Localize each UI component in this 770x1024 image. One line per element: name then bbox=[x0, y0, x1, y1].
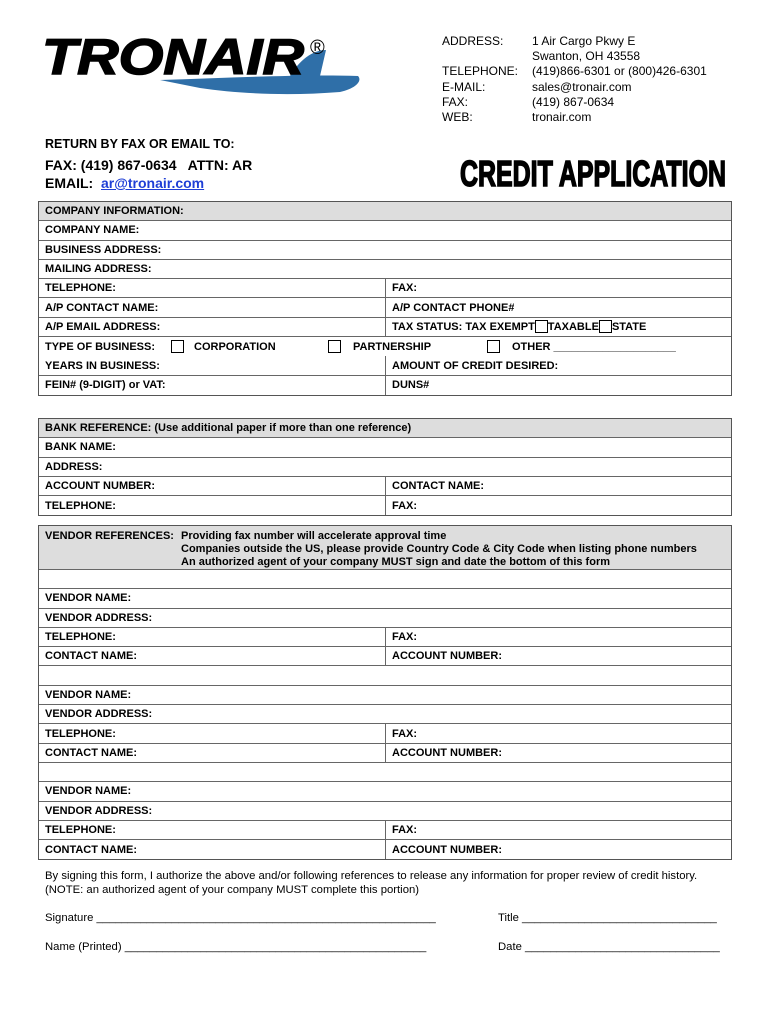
ap-contact-field[interactable]: A/P CONTACT NAME: bbox=[39, 298, 386, 316]
return-email-link[interactable]: ar@tronair.com bbox=[101, 175, 205, 191]
vendor-fax-field[interactable]: FAX: bbox=[392, 727, 418, 740]
contact-value: sales@tronair.com bbox=[532, 79, 632, 94]
vendor-header-label: VENDOR REFERENCES: bbox=[45, 530, 174, 542]
company-information-section bbox=[38, 201, 732, 396]
vendor-telephone-field[interactable]: TELEPHONE: bbox=[39, 628, 386, 646]
vendor-note: Companies outside the US, please provide Country Code & City Code when listing phone numbers bbox=[181, 543, 697, 555]
tax-exempt-checkbox[interactable] bbox=[535, 320, 548, 333]
contact-value: 1 Air Cargo Pkwy E bbox=[532, 34, 636, 48]
telephone-field[interactable]: TELEPHONE: bbox=[39, 279, 386, 297]
vendor-note: Providing fax number will accelerate approval time bbox=[181, 530, 447, 542]
authorization-text: By signing this form, I authorize the above and/or following references to release any information for proper review of credit history. bbox=[45, 870, 698, 882]
vendor-contact-field[interactable]: CONTACT NAME: bbox=[39, 647, 386, 665]
credit-amount-field[interactable]: AMOUNT OF CREDIT DESIRED: bbox=[392, 359, 559, 372]
ap-phone-field[interactable]: A/P CONTACT PHONE# bbox=[392, 301, 515, 314]
taxable-checkbox[interactable] bbox=[599, 320, 612, 333]
contact-label bbox=[442, 49, 532, 64]
contact-value: (419)866-6301 or (800)426-6301 bbox=[532, 64, 707, 79]
vendor-address-field[interactable]: VENDOR ADDRESS: bbox=[45, 804, 153, 817]
contact-value: Swanton, OH 43558 bbox=[532, 49, 641, 64]
return-email-label: EMAIL: bbox=[45, 175, 94, 191]
bank-account-field[interactable]: ACCOUNT NUMBER: bbox=[39, 477, 386, 495]
spacer-row bbox=[39, 570, 731, 588]
return-heading: RETURN BY FAX OR EMAIL TO: bbox=[45, 137, 235, 151]
vendor-telephone-field[interactable]: TELEPHONE: bbox=[39, 821, 386, 839]
vendor-references-section bbox=[38, 525, 732, 860]
bank-name-field[interactable]: BANK NAME: bbox=[45, 441, 116, 454]
return-fax: FAX: (419) 867-0634 ATTN: AR bbox=[45, 157, 253, 173]
taxable-label: TAXABLE bbox=[547, 320, 599, 333]
bank-contact-field[interactable]: CONTACT NAME: bbox=[392, 480, 485, 493]
vendor-account-field[interactable]: ACCOUNT NUMBER: bbox=[392, 650, 502, 663]
vendor-account-field[interactable]: ACCOUNT NUMBER: bbox=[392, 843, 502, 856]
ap-email-field[interactable]: A/P EMAIL ADDRESS: bbox=[39, 318, 386, 336]
signature-line[interactable]: Signature ______________________________________________________ bbox=[45, 912, 436, 924]
return-email bbox=[45, 175, 204, 191]
tax-status-field bbox=[386, 318, 646, 336]
contact-label: ADDRESS: bbox=[442, 34, 504, 48]
vendor-fax-field[interactable]: FAX: bbox=[392, 824, 418, 836]
type-of-business-label: TYPE OF BUSINESS: bbox=[45, 340, 156, 353]
corporation-label: CORPORATION bbox=[194, 340, 276, 353]
duns-field[interactable]: DUNS# bbox=[392, 379, 430, 392]
vendor-contact-field[interactable]: CONTACT NAME: bbox=[39, 744, 386, 762]
other-label: OTHER ____________________ bbox=[512, 340, 676, 353]
contact-label: TELEPHONE: bbox=[442, 64, 519, 79]
fax-field[interactable]: FAX: bbox=[392, 282, 418, 295]
partnership-label: PARTNERSHIP bbox=[353, 340, 432, 353]
contact-label: WEB: bbox=[442, 110, 473, 125]
section-header: BANK REFERENCE: (Use additional paper if more than one reference) bbox=[45, 422, 412, 435]
state-label: STATE bbox=[611, 320, 647, 333]
vendor-account-field[interactable]: ACCOUNT NUMBER: bbox=[392, 746, 502, 759]
contact-label: E-MAIL: bbox=[442, 79, 486, 94]
date-line[interactable]: Date _______________________________ bbox=[498, 941, 720, 953]
years-in-business-field[interactable]: YEARS IN BUSINESS: bbox=[39, 356, 386, 374]
type-of-business-field bbox=[39, 337, 731, 356]
company-name-field[interactable]: COMPANY NAME: bbox=[45, 224, 140, 237]
other-checkbox[interactable] bbox=[487, 340, 500, 353]
title-line[interactable]: Title _______________________________ bbox=[498, 912, 717, 924]
fein-field[interactable]: FEIN# (9-DIGIT) or VAT: bbox=[39, 376, 386, 395]
vendor-telephone-field[interactable]: TELEPHONE: bbox=[39, 724, 386, 742]
contact-value: (419) 867-0634 bbox=[532, 94, 615, 109]
contact-value: tronair.com bbox=[532, 110, 592, 125]
tronair-logo bbox=[40, 28, 370, 100]
contact-label: FAX: bbox=[442, 94, 469, 109]
vendor-address-field[interactable]: VENDOR ADDRESS: bbox=[45, 611, 153, 624]
spacer-row bbox=[39, 666, 731, 684]
section-header: COMPANY INFORMATION: bbox=[45, 205, 184, 218]
tax-status-label: TAX STATUS: TAX EXEMPT bbox=[392, 320, 535, 333]
registered-mark: ® bbox=[310, 37, 325, 59]
mailing-address-field[interactable]: MAILING ADDRESS: bbox=[45, 263, 152, 276]
corporation-checkbox[interactable] bbox=[171, 340, 184, 353]
logo-text: TRONAIR bbox=[42, 29, 304, 85]
printed-name-line[interactable]: Name (Printed) ________________________________________________ bbox=[45, 941, 427, 953]
bank-reference-section bbox=[38, 418, 732, 516]
vendor-name-field[interactable]: VENDOR NAME: bbox=[45, 785, 132, 798]
vendor-contact-field[interactable]: CONTACT NAME: bbox=[39, 840, 386, 859]
bank-telephone-field[interactable]: TELEPHONE: bbox=[39, 496, 386, 515]
spacer-row bbox=[39, 763, 731, 781]
vendor-name-field[interactable]: VENDOR NAME: bbox=[45, 592, 132, 605]
authorization-note: (NOTE: an authorized agent of your company MUST complete this portion) bbox=[45, 884, 420, 896]
business-address-field[interactable]: BUSINESS ADDRESS: bbox=[45, 243, 162, 256]
vendor-header bbox=[39, 526, 731, 570]
vendor-fax-field[interactable]: FAX: bbox=[392, 631, 418, 644]
vendor-address-field[interactable]: VENDOR ADDRESS: bbox=[45, 708, 153, 721]
form-title bbox=[458, 148, 730, 194]
vendor-note: An authorized agent of your company MUST sign and date the bottom of this form bbox=[181, 556, 611, 568]
vendor-name-field[interactable]: VENDOR NAME: bbox=[45, 688, 132, 701]
partnership-checkbox[interactable] bbox=[328, 340, 341, 353]
bank-address-field[interactable]: ADDRESS: bbox=[45, 460, 103, 473]
bank-fax-field[interactable]: FAX: bbox=[392, 499, 418, 512]
form-title-text: CREDIT APPLICATION bbox=[460, 153, 726, 194]
company-contact-block bbox=[442, 34, 707, 125]
